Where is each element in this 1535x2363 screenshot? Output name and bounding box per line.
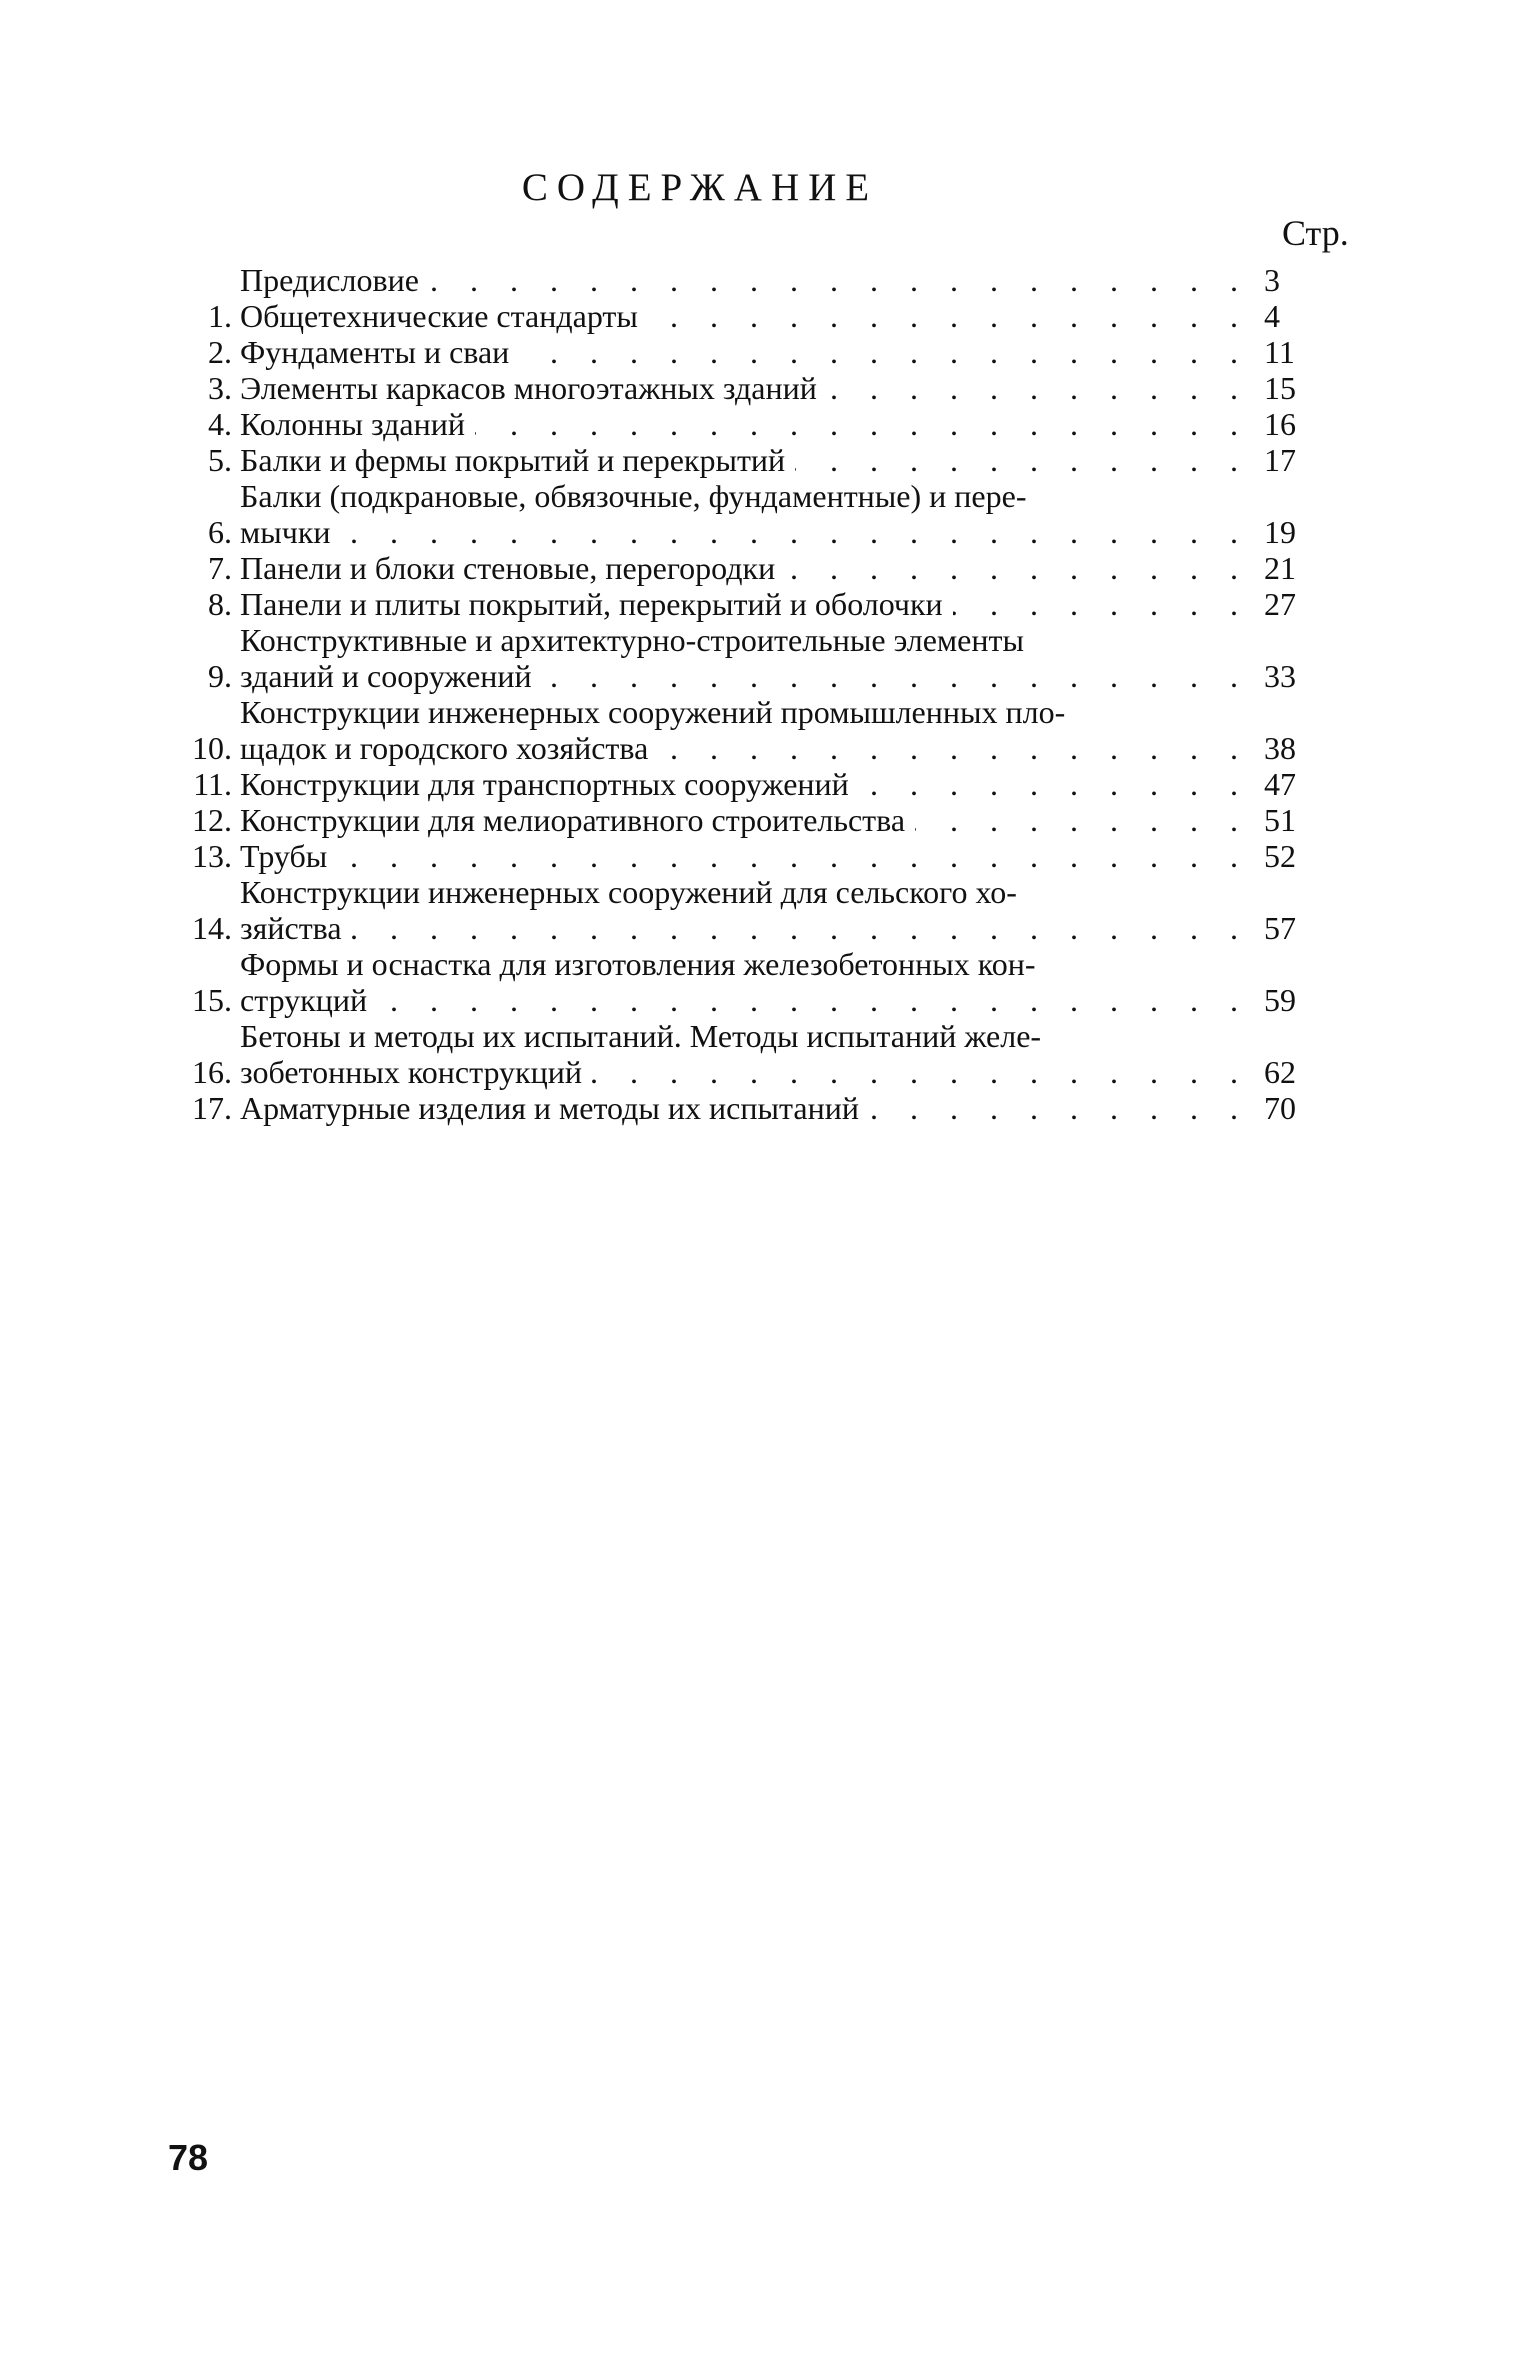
toc-entry xyxy=(180,334,1330,370)
toc-entry xyxy=(180,298,1330,334)
toc-entry xyxy=(180,766,1330,802)
toc-entry-page: 19 xyxy=(1264,514,1296,550)
toc-entry-number: 13. xyxy=(192,838,232,874)
toc-entry-page: 17 xyxy=(1264,442,1296,478)
toc-entry-title: Балки (подкрановые, обвязочные, фундаментные) и пере- мычки xyxy=(240,478,1027,550)
page-column-label: Стр. xyxy=(1282,213,1349,253)
toc-entry-page: 27 xyxy=(1264,586,1296,622)
toc-entry-title: Панели и блоки стеновые, перегородки xyxy=(240,550,785,586)
toc-entry-page: 21 xyxy=(1264,550,1296,586)
toc-entry-title: Конструктивные и архитектурно-строительные элементы зданий и сооружений xyxy=(240,622,1024,694)
toc-entry-title: Предисловие xyxy=(240,262,429,298)
toc-entry-title: Колонны зданий xyxy=(240,406,475,442)
toc-entry xyxy=(180,1090,1330,1126)
toc-entry-title: Формы и оснастка для изготовления железобетонных кон- струкций xyxy=(240,946,1036,1018)
toc-entry-title: Панели и плиты покрытий, перекрытий и оболочки xyxy=(240,586,953,622)
toc-entry-title: Фундаменты и сваи xyxy=(240,334,519,370)
toc-entry-number: 16. xyxy=(192,1054,232,1090)
toc-entry-number: 1. xyxy=(208,298,232,334)
table-of-contents xyxy=(180,262,1330,1126)
toc-entry xyxy=(180,622,1330,694)
toc-entry xyxy=(180,442,1330,478)
toc-entry-number: 11. xyxy=(193,766,232,802)
toc-entry-title: Конструкции инженерных сооружений промышленных пло- щадок и городского хозяйства xyxy=(240,694,1066,766)
toc-entry-page: 4 xyxy=(1264,298,1280,334)
toc-entry-number: 5. xyxy=(208,442,232,478)
toc-entry xyxy=(180,478,1330,550)
toc-entry-title: Бетоны и методы их испытаний. Методы испытаний желе- зобетонных конструкций xyxy=(240,1018,1042,1090)
toc-entry-number: 8. xyxy=(208,586,232,622)
toc-entry-page: 70 xyxy=(1264,1090,1296,1126)
toc-entry-page: 57 xyxy=(1264,910,1296,946)
toc-entry xyxy=(180,406,1330,442)
page-title: СОДЕРЖАНИЕ xyxy=(521,166,879,209)
page-number: 78 xyxy=(168,2137,209,2178)
toc-entry xyxy=(180,550,1330,586)
toc-entry-number: 6. xyxy=(208,514,232,550)
toc-entry xyxy=(180,586,1330,622)
toc-entry xyxy=(180,838,1330,874)
toc-entry-page: 59 xyxy=(1264,982,1296,1018)
toc-entry-number: 12. xyxy=(192,802,232,838)
toc-entry-page: 3 xyxy=(1264,262,1280,298)
toc-entry-number: 9. xyxy=(208,658,232,694)
toc-entry-number: 2. xyxy=(208,334,232,370)
toc-entry-page: 33 xyxy=(1264,658,1296,694)
toc-entry-page: 62 xyxy=(1264,1054,1296,1090)
toc-entry-title: Трубы xyxy=(240,838,337,874)
toc-entry-title: Балки и фермы покрытий и перекрытий xyxy=(240,442,795,478)
toc-entry xyxy=(180,946,1330,1018)
toc-entry-page: 38 xyxy=(1264,730,1296,766)
toc-entry-number: 15. xyxy=(192,982,232,1018)
toc-entry-number: 4. xyxy=(208,406,232,442)
toc-entry xyxy=(180,1018,1330,1090)
toc-entry-title: Общетехнические стандарты xyxy=(240,298,648,334)
toc-entry-page: 15 xyxy=(1264,370,1296,406)
toc-entry-number: 14. xyxy=(192,910,232,946)
toc-entry-title: Элементы каркасов многоэтажных зданий xyxy=(240,370,827,406)
toc-entry-title: Арматурные изделия и методы их испытаний xyxy=(240,1090,869,1126)
toc-entry xyxy=(180,370,1330,406)
toc-entry-number: 3. xyxy=(208,370,232,406)
toc-entry xyxy=(180,874,1330,946)
toc-entry-title: Конструкции инженерных сооружений для сельского хо- зяйства xyxy=(240,874,1017,946)
toc-entry-page: 16 xyxy=(1264,406,1296,442)
toc-entry-page: 47 xyxy=(1264,766,1296,802)
toc-entry-page: 11 xyxy=(1264,334,1295,370)
toc-entry xyxy=(180,262,1330,298)
toc-entry-title: Конструкции для транспортных сооружений xyxy=(240,766,859,802)
toc-entry-page: 52 xyxy=(1264,838,1296,874)
toc-entry-number: 10. xyxy=(192,730,232,766)
toc-entry-number: 7. xyxy=(208,550,232,586)
toc-entry xyxy=(180,802,1330,838)
toc-entry xyxy=(180,694,1330,766)
toc-entry-number: 17. xyxy=(192,1090,232,1126)
toc-entry-page: 51 xyxy=(1264,802,1296,838)
toc-entry-title: Конструкции для мелиоративного строительства xyxy=(240,802,915,838)
